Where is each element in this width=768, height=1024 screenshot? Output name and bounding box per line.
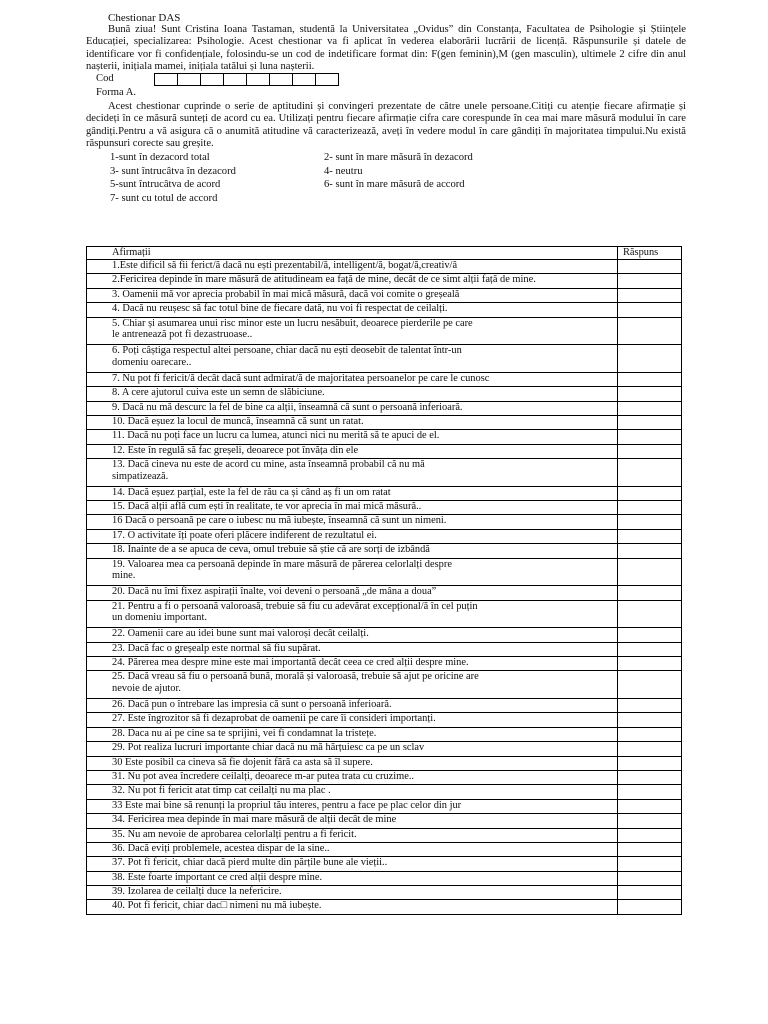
intro-line: Psihologie și Științele Educației, specializarea: Psihologie. Acest chestionar va fi aplicat în vederea elaborării lucrării (86, 24, 686, 48)
statement-cell (87, 288, 618, 302)
statement-text: 19. Valoarea mea ca persoană depinde în mare măsură de părerea celorlalți despre (112, 558, 452, 570)
table-row (87, 459, 682, 487)
code-box[interactable] (316, 74, 339, 85)
answer-cell[interactable] (618, 501, 682, 515)
scale-row (110, 179, 686, 193)
answer-cell[interactable] (618, 459, 682, 487)
answer-cell[interactable] (618, 698, 682, 712)
statement-cell (87, 642, 618, 656)
table-row (87, 529, 682, 543)
answer-cell[interactable] (618, 317, 682, 345)
table-row (87, 742, 682, 756)
statement-text: 16 Dacă o persoană pe care o iubesc nu mă iubește, înseamnă că sunt un nimeni. (112, 515, 447, 527)
answer-cell[interactable] (618, 430, 682, 444)
table-row (87, 886, 682, 900)
statement-text: 14. Dacă eșuez parțial, este la fel de rău ca și când aș fi un om ratat (112, 486, 391, 498)
table-row (87, 372, 682, 386)
statement-text: 35. Nu am nevoie de aprobarea celorlalți pentru a fi fericit. (112, 828, 357, 840)
answer-cell[interactable] (618, 785, 682, 799)
statements-body (87, 260, 682, 915)
statement-cell (87, 828, 618, 842)
table-row (87, 871, 682, 885)
statement-text: 12. Este în regulă să fac greșeli, deoarece pot învăța din ele (112, 444, 359, 456)
table-row (87, 628, 682, 642)
table-header-row (87, 247, 682, 260)
scale-row (110, 152, 686, 166)
table-row (87, 586, 682, 600)
answer-cell[interactable] (618, 857, 682, 871)
code-boxes (154, 73, 339, 86)
table-row (87, 756, 682, 770)
statement-text: 39. Izolarea de ceilalți duce la nefericire. (112, 886, 282, 898)
table-row (87, 799, 682, 813)
table-row (87, 430, 682, 444)
answer-cell[interactable] (618, 814, 682, 828)
answer-cell[interactable] (618, 345, 682, 373)
statement-text: simpatizează. (112, 470, 169, 482)
table-row (87, 401, 682, 415)
code-box[interactable] (293, 74, 316, 85)
answer-cell[interactable] (618, 260, 682, 274)
table-row (87, 387, 682, 401)
intro-line: Bună ziua! Sunt Cristina Ioana Tastaman, studentă la Universitatea „Ovidus” din Constanța, Facultatea de (108, 24, 585, 36)
questionnaire-header (86, 12, 686, 206)
scale-option: 6- sunt în mare măsură de accord (324, 179, 465, 191)
table-row (87, 900, 682, 914)
code-row (86, 73, 686, 86)
code-label: Cod (96, 73, 114, 85)
statement-cell (87, 317, 618, 345)
instruction-line: vedere modul în care gândiți în majoritatea timpului.Nu există răspunsuri corecte sau greșite. (86, 125, 686, 149)
answer-cell[interactable] (618, 756, 682, 770)
answer-cell[interactable] (618, 742, 682, 756)
statement-cell (87, 842, 618, 856)
statements-column-header: Afirmații (87, 247, 618, 260)
table-row (87, 544, 682, 558)
statement-text: 27. Este îngrozitor să fi dezaprobat de oamenii pe care îi consideri importanți. (112, 713, 436, 725)
table-row (87, 345, 682, 373)
statement-cell (87, 799, 618, 813)
answer-cell[interactable] (618, 799, 682, 813)
answer-cell[interactable] (618, 401, 682, 415)
statement-cell (87, 742, 618, 756)
answer-cell[interactable] (618, 387, 682, 401)
table-row (87, 288, 682, 302)
statement-cell (87, 387, 618, 401)
statement-text: 26. Dacă pun o întrebare las impresia că sunt o persoană inferioară. (112, 698, 392, 710)
statement-text: 40. Pot fi fericit, chiar dac□ nimeni nu mă iubește. (112, 900, 322, 912)
statement-cell (87, 756, 618, 770)
code-box[interactable] (155, 74, 178, 85)
statement-text: 34. Fericirea mea depinde în mai mare măsură de alții decât de mine (112, 814, 397, 826)
answer-cell[interactable] (618, 372, 682, 386)
form-label: Forma A. (96, 87, 137, 99)
statement-text: 4. Dacă nu reușesc să fac totul bine de fiecare dată, nu voi fi respectat de ceilalți. (112, 303, 448, 315)
answer-cell[interactable] (618, 558, 682, 586)
table-row (87, 785, 682, 799)
statement-text: 37. Pot fi fericit, chiar dacă pierd multe din părțile bune ale vieții.. (112, 857, 388, 869)
table-row (87, 444, 682, 458)
statement-cell (87, 459, 618, 487)
statement-text: 38. Este foarte important ce cred alții despre mine. (112, 871, 323, 883)
table-row (87, 317, 682, 345)
answer-cell[interactable] (618, 600, 682, 628)
statement-cell (87, 671, 618, 699)
answer-cell[interactable] (618, 900, 682, 914)
code-box[interactable] (270, 74, 293, 85)
statement-cell (87, 372, 618, 386)
table-row (87, 642, 682, 656)
table-row (87, 657, 682, 671)
statement-cell (87, 515, 618, 529)
table-row (87, 814, 682, 828)
answer-cell[interactable] (618, 657, 682, 671)
document-title: Chestionar DAS (108, 12, 181, 24)
answer-cell[interactable] (618, 544, 682, 558)
statement-text: 15. Dacă alții află cum ești în realitate, te vor aprecia în mai mică măsură.. (112, 501, 422, 513)
statement-text: 20. Dacă nu îmi fixez aspirații înalte, voi deveni o persoană „de mâna a doua” (112, 586, 437, 598)
answer-cell[interactable] (618, 288, 682, 302)
answer-cell[interactable] (618, 713, 682, 727)
statement-cell (87, 600, 618, 628)
answer-cell[interactable] (618, 486, 682, 500)
statement-cell (87, 486, 618, 500)
statement-cell (87, 430, 618, 444)
statement-cell (87, 698, 618, 712)
statement-text: 28. Daca nu ai pe cine sa te sprijini, vei fi condamnat la tristețe. (112, 727, 377, 739)
answer-cell[interactable] (618, 515, 682, 529)
statement-cell (87, 274, 618, 288)
statement-cell (87, 900, 618, 914)
statement-cell (87, 415, 618, 429)
table-row (87, 727, 682, 741)
statement-text: nevoie de ajutor. (112, 682, 181, 694)
answer-cell[interactable] (618, 415, 682, 429)
statement-text: 18. Înainte de a se apuca de ceva, omul trebuie să știe că are sorți de izbândă (112, 544, 430, 556)
answer-cell[interactable] (618, 842, 682, 856)
statement-text: 32. Nu pot fi fericit atat timp cat ceilalți nu ma plac . (112, 785, 331, 797)
scale-option: 3- sunt întrucâtva în dezacord (110, 165, 236, 177)
statement-cell (87, 401, 618, 415)
statement-cell (87, 544, 618, 558)
scale-option: 5-sunt întrucâtva de acord (110, 179, 221, 191)
answer-cell[interactable] (618, 628, 682, 642)
statement-text: 31. Nu pot avea încredere ceilalți, deoarece m-ar putea trata cu cruzime.. (112, 770, 415, 782)
statement-cell (87, 770, 618, 784)
scale-option: 1-sunt în dezacord total (110, 152, 210, 164)
scale-option: 2- sunt în mare măsură în dezacord (324, 152, 473, 164)
code-box[interactable] (247, 74, 270, 85)
statement-text: 13. Dacă cineva nu este de acord cu mine, asta înseamnă probabil că nu mă (112, 459, 425, 471)
statement-text: 5. Chiar și asumarea unui risc minor este un lucru nesăbuit, deoarece pierderile pe care (112, 317, 473, 329)
statement-cell (87, 558, 618, 586)
answer-cell[interactable] (618, 529, 682, 543)
statement-text: 11. Dacă nu poți face un lucru ca lumea, atunci nici nu merită să te apuci de el. (112, 430, 440, 442)
statement-text: domeniu oarecare.. (112, 356, 192, 368)
instruction-line: fiecare afirmație și decideți în ce măsură sunteți de acord cu ea. Utilizați pentru fiecare afirmație cifra care corespunde (86, 101, 686, 125)
statement-text: un domeniu important. (112, 612, 207, 624)
statement-cell (87, 303, 618, 317)
table-row (87, 303, 682, 317)
table-row (87, 698, 682, 712)
answer-cell[interactable] (618, 770, 682, 784)
statement-text: 9. Dacă nu mă descurc la fel de bine ca alții, înseamnă că sunt o persoană inferioară. (112, 401, 463, 413)
statement-text: 10. Dacă eșuez la locul de muncă, înseamnă că sunt un ratat. (112, 415, 364, 427)
statement-text: 8. A cere ajutorul cuiva este un semn de slăbiciune. (112, 387, 325, 399)
statement-cell (87, 260, 618, 274)
answer-cell[interactable] (618, 274, 682, 288)
statement-cell (87, 657, 618, 671)
table-row (87, 713, 682, 727)
table-row (87, 600, 682, 628)
scale-option: 4- neutru (324, 165, 363, 177)
table-row (87, 842, 682, 856)
statement-text: 29. Pot realiza lucruri importante chiar dacă nu mă hărțuiesc ca pe un sclav (112, 742, 425, 754)
statement-cell (87, 586, 618, 600)
statement-text: mine. (112, 570, 136, 582)
table-row (87, 260, 682, 274)
scale-option: 7- sunt cu totul de accord (110, 192, 218, 204)
table-row (87, 415, 682, 429)
instruction-line: Acest chestionar cuprinde o serie de aptitudini și convingeri prezentate de către unele persoane.Citiți cu atenție (108, 101, 600, 113)
intro-paragraph (86, 24, 686, 73)
table-row (87, 770, 682, 784)
answer-cell[interactable] (618, 671, 682, 699)
statement-text: 23. Dacă fac o greșealp este normal să fiu supărat. (112, 642, 321, 654)
statement-text: le antrenează pot fi dezastruoase.. (112, 329, 253, 341)
table-row (87, 274, 682, 288)
table-row (87, 558, 682, 586)
code-box[interactable] (201, 74, 224, 85)
statement-cell (87, 345, 618, 373)
statement-cell (87, 785, 618, 799)
statement-text: 2.Fericirea depinde în mare măsură de atitudineam ea față de mine, decât de ce simt alții față de mine. (112, 274, 536, 286)
statement-cell (87, 628, 618, 642)
answer-scale (110, 152, 686, 206)
statement-cell (87, 713, 618, 727)
statement-cell (87, 727, 618, 741)
statement-text: 24. Părerea mea despre mine este mai importantă decât ceea ce cred alții despre mine. (112, 657, 469, 668)
intro-line: F(gen feminin),M (gen masculin), ultimele 2 cifre din anul nașterii, inițiala mamei, inițiala tatălui și luna nașterii. (86, 48, 686, 72)
table-row (87, 486, 682, 500)
statement-text: 22. Oamenii care au idei bune sunt mai valoroși decât ceilalți. (112, 628, 369, 640)
table-row (87, 828, 682, 842)
statement-cell (87, 857, 618, 871)
statement-text: 6. Poți câștiga respectul altei persoane, chiar dacă nu ești deosebit de talentat într-un (112, 345, 462, 357)
scale-row (110, 193, 686, 207)
statement-text: 17. O activitate îți poate oferi plăcere indiferent de rezultatul ei. (112, 529, 377, 541)
answer-cell[interactable] (618, 444, 682, 458)
table-row (87, 671, 682, 699)
intro-line: de licență. Răspunsurile și datele de identificare vor fi confidențiale, folosindu-se un cod de indetificare format din: (86, 36, 686, 60)
answer-cell[interactable] (618, 727, 682, 741)
table-row (87, 515, 682, 529)
statement-cell (87, 444, 618, 458)
answer-cell[interactable] (618, 303, 682, 317)
statements-table (86, 246, 682, 915)
table-row (87, 501, 682, 515)
answer-cell[interactable] (618, 828, 682, 842)
statement-text: 3. Oamenii mă vor aprecia probabil în mai mică măsură, dacă voi comite o greșeală (112, 288, 460, 300)
instruction-line: în cea mai mare măsură modului în care gândiți.Pentru a vă asigura că o anumită atitudine vă caracterizează, aveți în (86, 113, 686, 137)
statement-text: 36. Dacă eviți problemele, acestea dispar de la sine.. (112, 842, 330, 854)
code-box[interactable] (178, 74, 201, 85)
table-row (87, 857, 682, 871)
statement-cell (87, 886, 618, 900)
statement-text: 33 Este mai bine să renunți la propriul tău interes, pentru a face pe plac celor din jur (112, 799, 462, 811)
statement-cell (87, 501, 618, 515)
scale-row (110, 166, 686, 180)
answer-column-header: Răspuns (618, 247, 682, 260)
answer-cell[interactable] (618, 871, 682, 885)
answer-cell[interactable] (618, 586, 682, 600)
answer-cell[interactable] (618, 886, 682, 900)
statement-text: 7. Nu pot fi fericit/ă decât dacă sunt admirat/ă de majoritatea persoanelor pe care le cunosc (112, 372, 490, 384)
statement-text: 30 Este posibil ca cineva să fie dojenit fără ca asta să îl supere. (112, 756, 373, 768)
code-box[interactable] (224, 74, 247, 85)
statement-text: 25. Dacă vreau să fiu o persoană bună, morală și valoroasă, trebuie să ajut pe oricine are (112, 671, 479, 683)
answer-cell[interactable] (618, 642, 682, 656)
statement-cell (87, 814, 618, 828)
statement-cell (87, 529, 618, 543)
statement-cell (87, 871, 618, 885)
statement-text: 21. Pentru a fi o persoană valoroasă, trebuie să fiu cu adevărat excepțional/ă în cel puțin (112, 600, 478, 612)
instructions-paragraph (86, 101, 686, 150)
statement-text: 1.Este dificil să fii ferict/ă dacă nu ești prezentabil/ă, intelligent/ă, bogat/ă,creativ/ă (112, 260, 458, 271)
